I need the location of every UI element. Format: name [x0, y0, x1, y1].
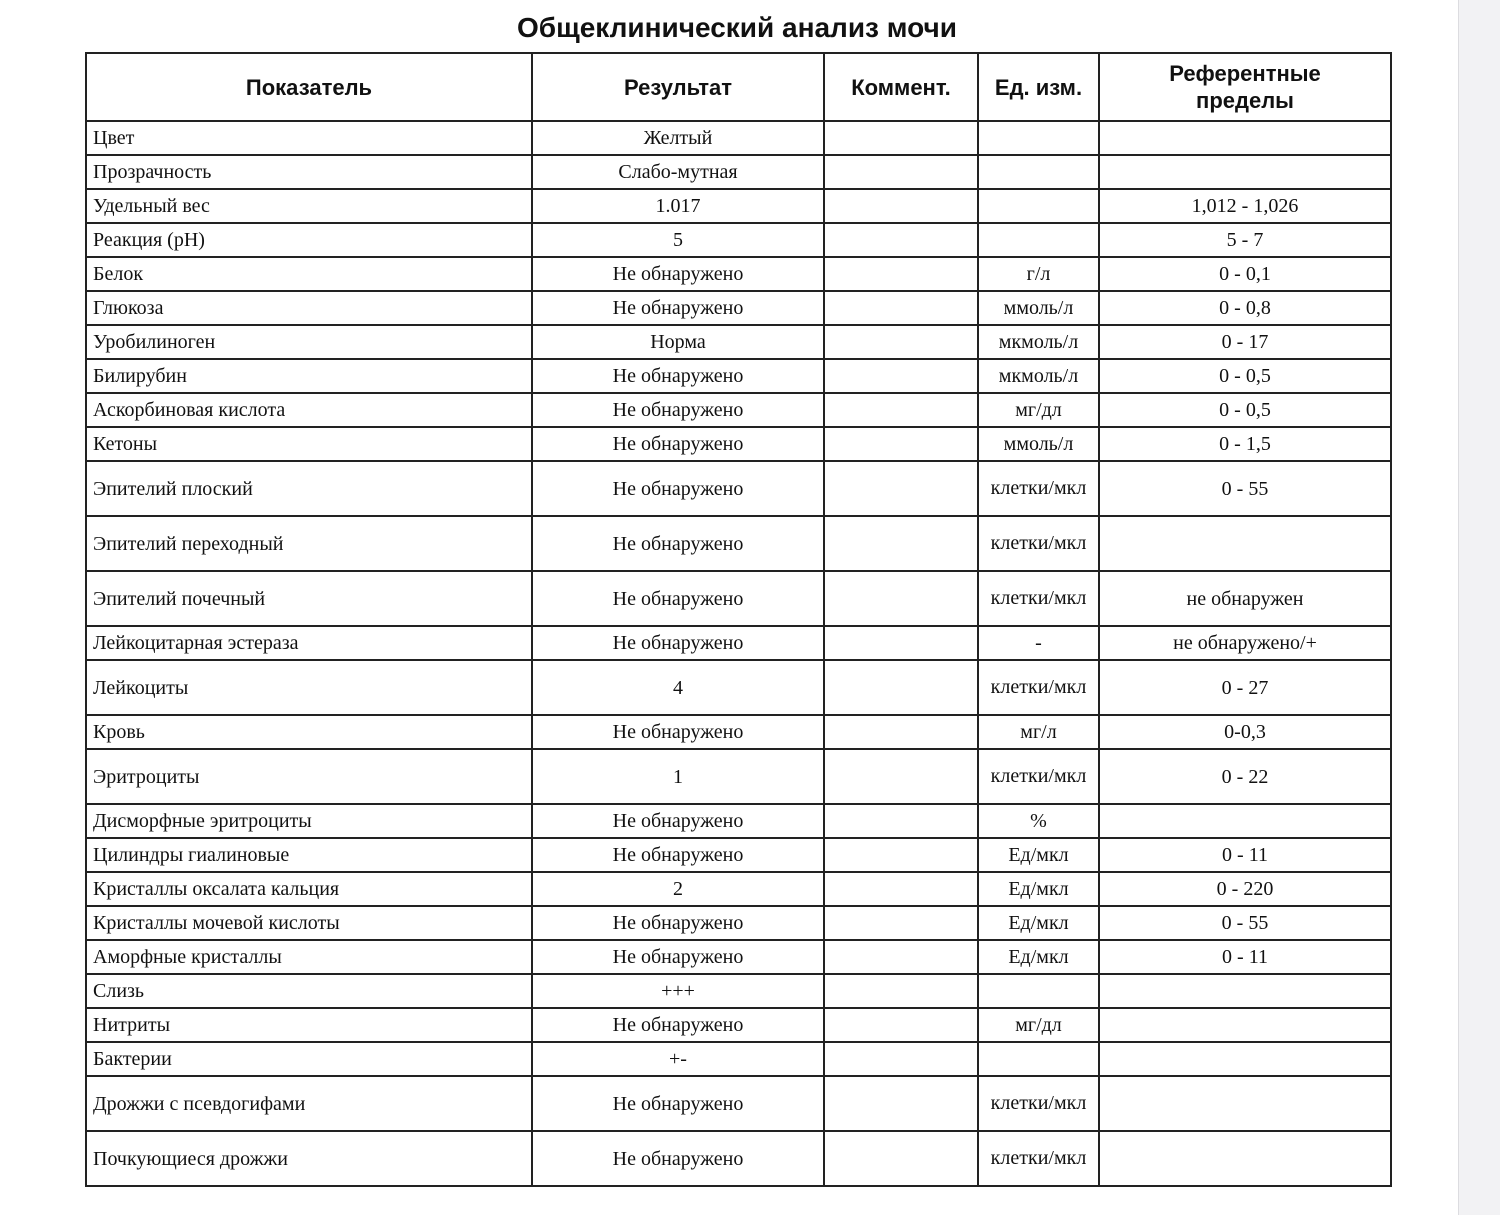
table-body	[86, 121, 1391, 1186]
row-parameter-name: Дисморфные эритроциты	[86, 804, 532, 838]
row-parameter-name: Кровь	[86, 715, 532, 749]
row-unit: клетки/мкл	[978, 660, 1099, 715]
table-row	[86, 393, 1391, 427]
table-row	[86, 906, 1391, 940]
table-row	[86, 1076, 1391, 1131]
row-reference: 1,012 - 1,026	[1099, 189, 1391, 223]
row-result: 4	[532, 660, 824, 715]
row-unit: клетки/мкл	[978, 571, 1099, 626]
row-result: 2	[532, 872, 824, 906]
row-parameter-name: Белок	[86, 257, 532, 291]
row-reference: не обнаружено/+	[1099, 626, 1391, 660]
row-parameter-name: Кристаллы оксалата кальция	[86, 872, 532, 906]
row-comment	[824, 715, 978, 749]
table-row	[86, 359, 1391, 393]
row-result: Не обнаружено	[532, 626, 824, 660]
row-parameter-name: Цвет	[86, 121, 532, 155]
row-reference: 0 - 27	[1099, 660, 1391, 715]
document-title: Общеклинический анализ мочи	[517, 12, 957, 43]
row-unit	[978, 974, 1099, 1008]
row-parameter-name: Лейкоциты	[86, 660, 532, 715]
row-parameter-name: Эпителий переходный	[86, 516, 532, 571]
header-unit: Ед. изм.	[978, 53, 1099, 121]
row-reference	[1099, 1131, 1391, 1186]
row-result: Не обнаружено	[532, 838, 824, 872]
row-parameter-name: Аскорбиновая кислота	[86, 393, 532, 427]
row-parameter-name: Эпителий плоский	[86, 461, 532, 516]
table-row	[86, 1042, 1391, 1076]
row-unit: мг/л	[978, 715, 1099, 749]
row-result: +-	[532, 1042, 824, 1076]
row-unit: клетки/мкл	[978, 1076, 1099, 1131]
header-reference: Референтные пределы	[1099, 53, 1391, 121]
row-result: Не обнаружено	[532, 359, 824, 393]
row-result: 1.017	[532, 189, 824, 223]
table-row	[86, 1131, 1391, 1186]
row-reference: не обнаружен	[1099, 571, 1391, 626]
row-unit	[978, 223, 1099, 257]
row-unit: клетки/мкл	[978, 461, 1099, 516]
row-unit: клетки/мкл	[978, 749, 1099, 804]
row-parameter-name: Удельный вес	[86, 189, 532, 223]
row-result: Не обнаружено	[532, 291, 824, 325]
row-comment	[824, 121, 978, 155]
table-row	[86, 516, 1391, 571]
row-result: Желтый	[532, 121, 824, 155]
row-result: Не обнаружено	[532, 393, 824, 427]
row-parameter-name: Цилиндры гиалиновые	[86, 838, 532, 872]
row-comment	[824, 940, 978, 974]
header-comment: Коммент.	[824, 53, 978, 121]
row-result: Не обнаружено	[532, 906, 824, 940]
row-parameter-name: Нитриты	[86, 1008, 532, 1042]
row-reference	[1099, 974, 1391, 1008]
row-comment	[824, 189, 978, 223]
row-result: Не обнаружено	[532, 257, 824, 291]
row-reference: 0 - 22	[1099, 749, 1391, 804]
row-parameter-name: Билирубин	[86, 359, 532, 393]
table-row	[86, 325, 1391, 359]
row-unit: клетки/мкл	[978, 1131, 1099, 1186]
row-unit: -	[978, 626, 1099, 660]
row-reference: 0-0,3	[1099, 715, 1391, 749]
row-comment	[824, 872, 978, 906]
row-unit	[978, 155, 1099, 189]
row-reference: 0 - 220	[1099, 872, 1391, 906]
row-unit: Ед/мкл	[978, 838, 1099, 872]
row-parameter-name: Уробилиноген	[86, 325, 532, 359]
row-parameter-name: Почкующиеся дрожжи	[86, 1131, 532, 1186]
row-result: 5	[532, 223, 824, 257]
row-reference	[1099, 516, 1391, 571]
row-reference: 0 - 11	[1099, 940, 1391, 974]
table-row	[86, 223, 1391, 257]
row-comment	[824, 626, 978, 660]
row-reference: 0 - 17	[1099, 325, 1391, 359]
row-comment	[824, 1131, 978, 1186]
row-parameter-name: Кетоны	[86, 427, 532, 461]
row-comment	[824, 359, 978, 393]
row-reference: 0 - 55	[1099, 461, 1391, 516]
row-comment	[824, 257, 978, 291]
row-unit: мкмоль/л	[978, 359, 1099, 393]
row-unit: Ед/мкл	[978, 906, 1099, 940]
row-reference	[1099, 804, 1391, 838]
row-unit	[978, 121, 1099, 155]
row-comment	[824, 393, 978, 427]
row-parameter-name: Лейкоцитарная эстераза	[86, 626, 532, 660]
row-reference: 0 - 0,1	[1099, 257, 1391, 291]
results-table	[85, 52, 1392, 1187]
row-comment	[824, 516, 978, 571]
row-result: Не обнаружено	[532, 1076, 824, 1131]
row-unit: клетки/мкл	[978, 516, 1099, 571]
row-comment	[824, 974, 978, 1008]
row-reference	[1099, 1008, 1391, 1042]
row-reference: 0 - 0,5	[1099, 359, 1391, 393]
table-row	[86, 626, 1391, 660]
table-header-row	[86, 53, 1391, 121]
row-comment	[824, 461, 978, 516]
row-unit	[978, 1042, 1099, 1076]
row-reference	[1099, 1076, 1391, 1131]
row-unit: Ед/мкл	[978, 940, 1099, 974]
row-comment	[824, 155, 978, 189]
row-unit: г/л	[978, 257, 1099, 291]
row-comment	[824, 804, 978, 838]
row-comment	[824, 1008, 978, 1042]
row-result: Не обнаружено	[532, 1008, 824, 1042]
row-unit: мкмоль/л	[978, 325, 1099, 359]
table-row	[86, 257, 1391, 291]
row-result: Не обнаружено	[532, 516, 824, 571]
row-parameter-name: Прозрачность	[86, 155, 532, 189]
table-row	[86, 974, 1391, 1008]
row-result: Не обнаружено	[532, 940, 824, 974]
row-comment	[824, 1076, 978, 1131]
table-row	[86, 715, 1391, 749]
table-row	[86, 461, 1391, 516]
table-row	[86, 155, 1391, 189]
row-reference: 5 - 7	[1099, 223, 1391, 257]
row-result: Норма	[532, 325, 824, 359]
row-comment	[824, 427, 978, 461]
row-reference: 0 - 0,8	[1099, 291, 1391, 325]
header-parameter: Показатель	[86, 53, 532, 121]
row-comment	[824, 838, 978, 872]
row-result: Не обнаружено	[532, 1131, 824, 1186]
row-result: Не обнаружено	[532, 571, 824, 626]
table-row	[86, 872, 1391, 906]
row-parameter-name: Дрожжи с псевдогифами	[86, 1076, 532, 1131]
row-unit: ммоль/л	[978, 427, 1099, 461]
row-parameter-name: Слизь	[86, 974, 532, 1008]
row-result: 1	[532, 749, 824, 804]
row-reference: 0 - 1,5	[1099, 427, 1391, 461]
row-result: Не обнаружено	[532, 427, 824, 461]
row-parameter-name: Реакция (pH)	[86, 223, 532, 257]
row-reference	[1099, 1042, 1391, 1076]
row-parameter-name: Глюкоза	[86, 291, 532, 325]
row-reference: 0 - 55	[1099, 906, 1391, 940]
table-row	[86, 1008, 1391, 1042]
row-result: Слабо-мутная	[532, 155, 824, 189]
row-unit: Ед/мкл	[978, 872, 1099, 906]
row-parameter-name: Кристаллы мочевой кислоты	[86, 906, 532, 940]
row-comment	[824, 571, 978, 626]
row-comment	[824, 749, 978, 804]
row-parameter-name: Бактерии	[86, 1042, 532, 1076]
row-comment	[824, 660, 978, 715]
row-unit	[978, 189, 1099, 223]
row-unit: мг/дл	[978, 393, 1099, 427]
table-row	[86, 427, 1391, 461]
row-result: Не обнаружено	[532, 804, 824, 838]
header-result: Результат	[532, 53, 824, 121]
row-comment	[824, 223, 978, 257]
row-result: +++	[532, 974, 824, 1008]
table-row	[86, 571, 1391, 626]
table-row	[86, 749, 1391, 804]
table-row	[86, 189, 1391, 223]
row-reference	[1099, 121, 1391, 155]
row-unit: ммоль/л	[978, 291, 1099, 325]
table-row	[86, 660, 1391, 715]
row-comment	[824, 1042, 978, 1076]
table-row	[86, 121, 1391, 155]
row-unit: %	[978, 804, 1099, 838]
row-parameter-name: Эритроциты	[86, 749, 532, 804]
row-result: Не обнаружено	[532, 461, 824, 516]
row-reference: 0 - 11	[1099, 838, 1391, 872]
row-comment	[824, 291, 978, 325]
row-comment	[824, 906, 978, 940]
table-row	[86, 804, 1391, 838]
row-result: Не обнаружено	[532, 715, 824, 749]
table-row	[86, 838, 1391, 872]
row-parameter-name: Аморфные кристаллы	[86, 940, 532, 974]
row-parameter-name: Эпителий почечный	[86, 571, 532, 626]
row-unit: мг/дл	[978, 1008, 1099, 1042]
row-reference	[1099, 155, 1391, 189]
row-comment	[824, 325, 978, 359]
row-reference: 0 - 0,5	[1099, 393, 1391, 427]
table-row	[86, 940, 1391, 974]
table-row	[86, 291, 1391, 325]
